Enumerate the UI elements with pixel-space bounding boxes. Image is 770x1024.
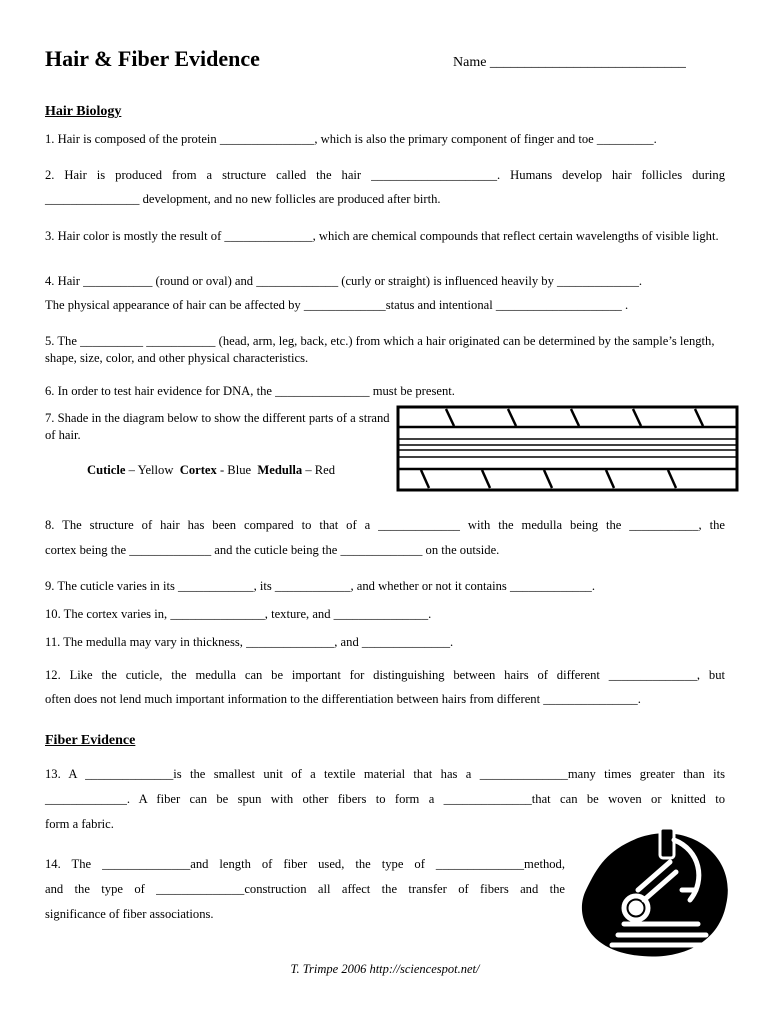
section-fiber-evidence: Fiber Evidence bbox=[45, 733, 136, 748]
key-medulla: Medulla bbox=[257, 463, 303, 477]
hair-strand-diagram bbox=[396, 405, 740, 493]
key-cortex-color: - Blue bbox=[219, 463, 252, 477]
question-6: 6. In order to test hair evidence for DNA, the _______________ must be present. bbox=[45, 384, 455, 398]
cuticle-scales-bottom bbox=[421, 470, 676, 488]
cuticle-lines bbox=[398, 427, 737, 469]
question-10: 10. The cortex varies in, _______________, texture, and _______________. bbox=[45, 607, 432, 621]
question-12-line-2: often does not lend much important information to the differentiation between hairs from different _______________. bbox=[45, 692, 641, 706]
hair-diagram-border bbox=[398, 407, 737, 490]
question-7: 7. Shade in the diagram below to show the different parts of a strand of hair. bbox=[45, 411, 390, 442]
page-title: Hair & Fiber Evidence bbox=[45, 46, 260, 71]
question-14-line-3: significance of fiber associations. bbox=[45, 907, 214, 921]
question-13-line-1: 13. A ______________is the smallest unit of a textile material that has a ______________many times greater than its bbox=[45, 767, 725, 781]
microscope-icon bbox=[578, 820, 738, 960]
name-field: Name ____________________________ bbox=[453, 55, 686, 70]
question-9: 9. The cuticle varies in its ____________, its ____________, and whether or not it contains _____________. bbox=[45, 579, 595, 593]
key-cortex: Cortex bbox=[179, 463, 217, 477]
question-2-line-1: 2. Hair is produced from a structure called the hair ____________________. Humans develop hair follicles during bbox=[45, 168, 725, 182]
question-4-line-1: 4. Hair ___________ (round or oval) and _____________ (curly or straight) is influenced heavily by _____________. bbox=[45, 274, 643, 288]
question-14-line-2: and the type of ______________construction all affect the transfer of fibers and the bbox=[45, 882, 565, 896]
cuticle-scales-top bbox=[446, 409, 703, 426]
question-5: 5. The __________ ___________ (head, arm, leg, back, etc.) from which a hair originated can be determined by the sample’s length, shape, size, color, and other physical characteristics. bbox=[45, 334, 715, 365]
section-hair-biology: Hair Biology bbox=[45, 104, 122, 119]
key-cuticle-color: – Yellow bbox=[128, 463, 174, 477]
cortex-lines bbox=[398, 439, 737, 457]
question-14-line-1: 14. The ______________and length of fiber used, the type of ______________method, bbox=[45, 857, 565, 871]
question-1: 1. Hair is composed of the protein _______________, which is also the primary component of finger and toe _________. bbox=[45, 132, 657, 146]
question-3: 3. Hair color is mostly the result of ______________, which are chemical compounds that reflect certain wavelengths of visible light. bbox=[45, 229, 719, 243]
question-2-line-2: _______________ development, and no new follicles are produced after birth. bbox=[45, 192, 441, 206]
question-13-line-2: _____________. A fiber can be spun with other fibers to form a ______________that can be woven or knitted to bbox=[45, 792, 725, 806]
question-12-line-1: 12. Like the cuticle, the medulla can be important for distinguishing between hairs of different ______________, but bbox=[45, 668, 725, 682]
question-13-line-3: form a fabric. bbox=[45, 817, 114, 831]
question-11: 11. The medulla may vary in thickness, ______________, and ______________. bbox=[45, 635, 454, 649]
key-medulla-color: – Red bbox=[305, 463, 336, 477]
question-8-line-1: 8. The structure of hair has been compared to that of a _____________ with the medulla being the ___________, the bbox=[45, 518, 725, 532]
key-cuticle: Cuticle bbox=[87, 463, 126, 477]
question-4-line-2: The physical appearance of hair can be affected by _____________status and intentional ____________________ . bbox=[45, 298, 629, 312]
question-8-line-2: cortex being the _____________ and the cuticle being the _____________ on the outside. bbox=[45, 543, 500, 557]
color-key bbox=[87, 462, 335, 479]
footer-credit: T. Trimpe 2006 http://sciencespot.net/ bbox=[290, 962, 480, 976]
